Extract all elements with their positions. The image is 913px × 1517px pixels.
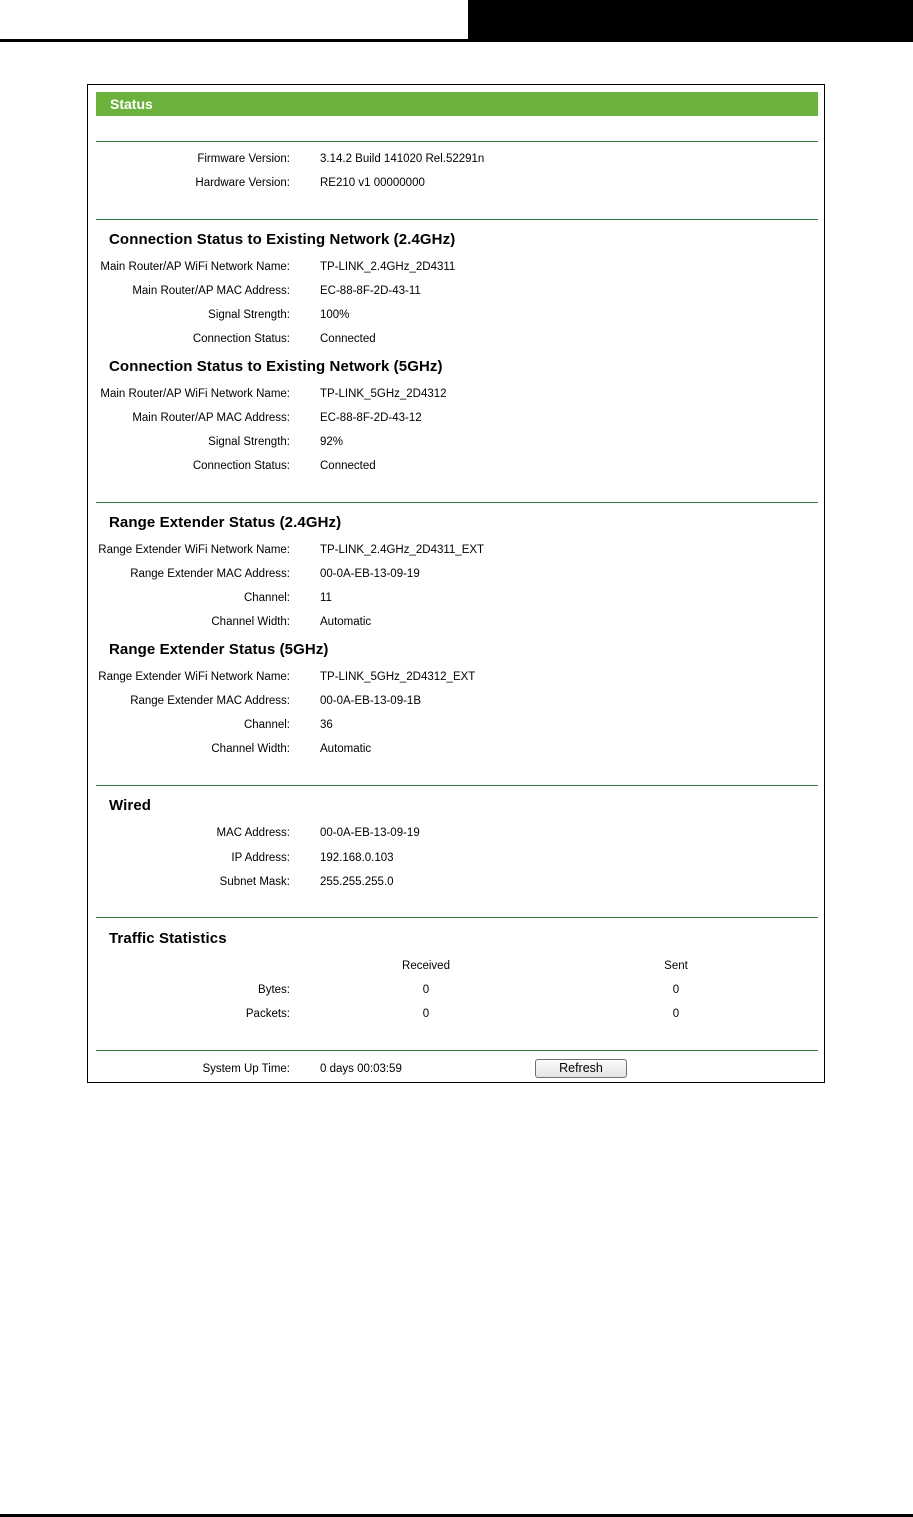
row-value: 36 — [320, 719, 333, 731]
row-label: System Up Time: — [202, 1063, 290, 1075]
row-value: RE210 v1 00000000 — [320, 177, 425, 189]
info-row — [88, 434, 826, 450]
packets-received: 0 — [422, 1008, 430, 1020]
system-uptime-row — [88, 1061, 826, 1077]
row-label: Firmware Version: — [197, 153, 290, 165]
row-label: Main Router/AP MAC Address: — [132, 412, 290, 424]
row-value: TP-LINK_2.4GHz_2D4311 — [320, 261, 456, 273]
row-label: MAC Address: — [216, 827, 290, 839]
row-label: Packets: — [245, 1008, 290, 1020]
info-row — [88, 614, 826, 630]
row-label: Signal Strength: — [208, 309, 290, 321]
divider — [96, 785, 818, 786]
info-row — [88, 307, 826, 323]
section-title-ext-5: Range Extender Status (5GHz) — [109, 641, 329, 658]
row-value: 00-0A-EB-13-09-1B — [320, 695, 421, 707]
firmware-version-row — [88, 151, 826, 167]
status-panel — [87, 84, 825, 1083]
row-label: Range Extender MAC Address: — [130, 568, 290, 580]
divider — [96, 502, 818, 503]
info-row — [88, 542, 826, 558]
row-value: 11 — [320, 592, 332, 604]
row-label: Main Router/AP MAC Address: — [132, 285, 290, 297]
info-row — [88, 825, 826, 841]
info-row — [88, 669, 826, 685]
row-value: 255.255.255.0 — [320, 876, 394, 888]
info-row — [88, 386, 826, 402]
status-title-bar: Status — [96, 92, 818, 116]
row-value: TP-LINK_2.4GHz_2D4311_EXT — [320, 544, 485, 556]
info-row — [88, 259, 826, 275]
row-label: Channel: — [243, 719, 290, 731]
info-row — [88, 458, 826, 474]
row-value: 00-0A-EB-13-09-19 — [320, 568, 420, 580]
page-header-rule — [0, 39, 913, 42]
row-value: TP-LINK_5GHz_2D4312 — [320, 388, 447, 400]
info-row — [88, 741, 826, 757]
page-header-block — [468, 0, 913, 42]
section-title-conn-5: Connection Status to Existing Network (5GHz) — [109, 358, 443, 375]
divider — [96, 1050, 818, 1051]
row-label: Channel Width: — [211, 743, 290, 755]
row-label: Channel: — [243, 592, 290, 604]
row-label: IP Address: — [231, 852, 290, 864]
info-row — [88, 693, 826, 709]
row-label: Hardware Version: — [195, 177, 290, 189]
row-label: Connection Status: — [192, 333, 290, 345]
section-title-wired: Wired — [109, 797, 152, 814]
info-row — [88, 331, 826, 347]
hardware-version-row — [88, 175, 826, 191]
row-label: Channel Width: — [211, 616, 290, 628]
row-label: Main Router/AP WiFi Network Name: — [100, 261, 290, 273]
row-label: Bytes: — [258, 984, 290, 996]
row-value: TP-LINK_5GHz_2D4312_EXT — [320, 671, 476, 683]
uptime-value: 0 days 00:03:59 — [320, 1063, 402, 1075]
info-row — [88, 850, 826, 866]
row-value: Connected — [320, 460, 376, 472]
info-row — [88, 590, 826, 606]
info-row — [88, 874, 826, 890]
row-label: Signal Strength: — [208, 436, 290, 448]
row-label: Main Router/AP WiFi Network Name: — [100, 388, 290, 400]
info-row — [88, 566, 826, 582]
row-value: Automatic — [320, 743, 372, 755]
bytes-received: 0 — [422, 984, 430, 996]
row-value: EC-88-8F-2D-43-11 — [320, 285, 421, 297]
divider — [96, 917, 818, 918]
row-label: Range Extender WiFi Network Name: — [98, 671, 290, 683]
info-row — [88, 717, 826, 733]
row-value: Automatic — [320, 616, 372, 628]
row-label: Subnet Mask: — [219, 876, 290, 888]
received-column-header: Received — [402, 960, 450, 972]
refresh-button[interactable]: Refresh — [535, 1059, 627, 1078]
row-value: 92% — [320, 436, 344, 448]
row-value: 192.168.0.103 — [320, 852, 394, 864]
info-row — [88, 410, 826, 426]
section-title-traffic: Traffic Statistics — [109, 930, 227, 947]
bytes-sent: 0 — [672, 984, 680, 996]
row-label: Connection Status: — [192, 460, 290, 472]
row-value: Connected — [320, 333, 376, 345]
info-row — [88, 283, 826, 299]
sent-column-header: Sent — [664, 960, 688, 972]
divider — [96, 219, 818, 220]
row-label: Range Extender WiFi Network Name: — [98, 544, 290, 556]
row-value: 3.14.2 Build 141020 Rel.52291n — [320, 153, 485, 165]
section-title-conn-24: Connection Status to Existing Network (2.4GHz) — [109, 231, 456, 248]
row-value: 00-0A-EB-13-09-19 — [320, 827, 420, 839]
divider — [96, 141, 818, 142]
section-title-ext-24: Range Extender Status (2.4GHz) — [109, 514, 342, 531]
row-label: Range Extender MAC Address: — [130, 695, 290, 707]
row-value: EC-88-8F-2D-43-12 — [320, 412, 422, 424]
packets-sent: 0 — [672, 1008, 680, 1020]
row-value: 100% — [320, 309, 350, 321]
